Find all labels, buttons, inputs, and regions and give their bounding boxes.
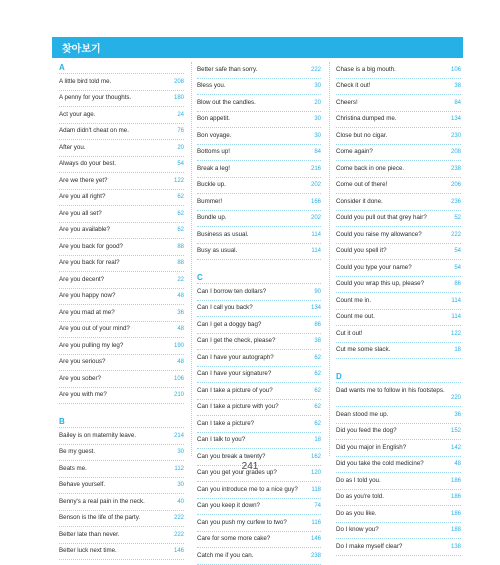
entry-page: 238 (450, 165, 461, 172)
entry-page: 220 (450, 394, 461, 401)
index-entry (336, 277, 461, 294)
entry-page: 206 (450, 182, 461, 189)
entry-page: 146 (310, 536, 321, 543)
entry-text: Come out of there! (336, 181, 388, 189)
index-entry (336, 112, 461, 129)
entry-text: Could you raise my allowance? (336, 230, 422, 238)
entry-text: Can you introduce me to a nice guy? (197, 485, 298, 493)
index-entry (336, 343, 461, 360)
entry-page: 106 (173, 375, 184, 382)
index-entry (197, 161, 321, 178)
index-entry (197, 194, 321, 211)
entry-page: 48 (177, 326, 184, 333)
entry-page: 112 (174, 465, 184, 472)
entry-page: 30 (314, 83, 321, 90)
entry-text: Cut it out! (336, 329, 363, 337)
index-entry (197, 383, 321, 400)
entry-text: Are we there yet? (59, 176, 108, 184)
index-entry (59, 494, 184, 511)
index-entry (197, 95, 321, 112)
section-letter: C (197, 272, 321, 284)
page-number: 241 (241, 461, 259, 472)
entry-page: 214 (173, 432, 184, 439)
entry-text: Are you back for real? (59, 259, 120, 267)
index-entry (59, 206, 184, 223)
index-entry (59, 371, 184, 388)
entry-page: 222 (450, 231, 461, 238)
entry-page: 62 (314, 354, 321, 361)
index-entry (197, 515, 321, 532)
entry-page: 76 (177, 128, 184, 135)
index-entry (197, 301, 321, 318)
index-entry (336, 79, 461, 96)
entry-page: 208 (450, 149, 461, 156)
entry-text: Could you type your name? (336, 263, 412, 271)
entry-page: 62 (314, 404, 321, 411)
entry-page: 38 (314, 338, 321, 345)
entry-page: 62 (314, 387, 321, 394)
entry-page: 84 (314, 149, 321, 156)
entry-text: Beats me. (59, 464, 87, 472)
entry-text: Bon appetit. (197, 115, 231, 123)
entry-text: Are you mad at me? (59, 308, 115, 316)
entry-page: 54 (454, 248, 461, 255)
entry-page: 88 (177, 260, 184, 267)
entry-page: 120 (310, 470, 321, 477)
entry-page: 122 (173, 177, 184, 184)
index-entry (336, 211, 461, 228)
index-entry (197, 433, 321, 450)
entry-text: Behave yourself. (59, 481, 106, 489)
index-entry (197, 145, 321, 162)
index-entry (197, 317, 321, 334)
entry-page: 138 (450, 543, 461, 550)
entry-page: 30 (177, 449, 184, 456)
entry-page: 186 (450, 510, 461, 517)
section-letter: A (59, 62, 184, 74)
index-entry (197, 128, 321, 145)
index-entry (59, 355, 184, 372)
index-entry (59, 544, 184, 561)
entry-text: A little bird told me. (59, 77, 112, 85)
entry-page: 106 (450, 66, 461, 73)
index-entry (59, 140, 184, 157)
entry-page: 216 (310, 165, 321, 172)
entry-text: Bless you. (197, 82, 226, 90)
entry-page: 88 (177, 243, 184, 250)
entry-text: Care for some more cake? (197, 535, 271, 543)
entry-text: Are you pulling my leg? (59, 341, 124, 349)
entry-text: Can you break a twenty? (197, 452, 266, 460)
entry-text: Did you take the cold medicine? (336, 460, 424, 468)
index-entry (336, 244, 461, 261)
entry-page: 24 (177, 111, 184, 118)
index-column-3 (336, 62, 461, 556)
entry-text: Can I take a picture? (197, 419, 255, 427)
entry-page: 30 (314, 132, 321, 139)
entry-page: 122 (450, 330, 461, 337)
entry-page: 190 (173, 342, 184, 349)
entry-text: Can you keep it down? (197, 502, 260, 510)
entry-page: 118 (311, 486, 321, 493)
index-entry (336, 523, 461, 540)
entry-page: 222 (310, 66, 321, 73)
section-gap (197, 260, 321, 272)
entry-text: Adam didn't cheat on me. (59, 127, 129, 135)
index-entry (336, 145, 461, 162)
index-entry (336, 383, 461, 407)
index-entry (59, 388, 184, 405)
entry-text: Business as usual. (197, 230, 249, 238)
entry-page: 86 (454, 281, 461, 288)
entry-text: Do as I told you. (336, 476, 381, 484)
entry-text: Check it out! (336, 82, 371, 90)
entry-text: Count me in. (336, 296, 372, 304)
index-entry (336, 424, 461, 441)
index-entry (59, 428, 184, 445)
entry-text: Do as you're told. (336, 493, 384, 501)
entry-page: 152 (450, 428, 461, 435)
index-entry (59, 223, 184, 240)
entry-page: 166 (310, 198, 321, 205)
index-entry (336, 178, 461, 195)
index-entry (336, 539, 461, 556)
entry-page: 48 (454, 461, 461, 468)
index-entry (336, 62, 461, 79)
entry-text: Are you serious? (59, 358, 106, 366)
entry-page: 134 (450, 116, 461, 123)
index-entry (336, 326, 461, 343)
entry-page: 18 (314, 437, 321, 444)
entry-text: Come back in one piece. (336, 164, 405, 172)
index-entry (59, 445, 184, 462)
entry-page: 188 (450, 527, 461, 534)
index-entry (336, 440, 461, 457)
entry-page: 180 (173, 95, 184, 102)
entry-page: 186 (450, 494, 461, 501)
entry-text: Can I take a picture of you? (197, 386, 273, 394)
index-entry (197, 284, 321, 301)
entry-text: Buckle up. (197, 181, 226, 189)
column-divider (329, 62, 330, 456)
entry-text: Cut me some slack. (336, 346, 391, 354)
column-divider (191, 62, 192, 456)
entry-text: Come again? (336, 148, 373, 156)
entry-text: Busy as usual. (197, 247, 238, 255)
entry-page: 52 (454, 215, 461, 222)
index-entry (197, 244, 321, 261)
entry-text: Can I talk to you? (197, 436, 246, 444)
entry-page: 62 (177, 210, 184, 217)
entry-page: 114 (311, 248, 321, 255)
index-entry (59, 74, 184, 91)
entry-page: 114 (311, 231, 321, 238)
entry-text: Did you feed the dog? (336, 427, 397, 435)
entry-page: 48 (177, 359, 184, 366)
section-gap (336, 359, 461, 371)
index-entry (59, 338, 184, 355)
index-entry (197, 532, 321, 549)
entry-text: Bon voyage. (197, 131, 232, 139)
entry-page: 20 (177, 144, 184, 151)
index-entry (197, 548, 321, 565)
index-column-1 (59, 62, 184, 560)
entry-text: Bottoms up! (197, 148, 231, 156)
entry-text: Do as you like. (336, 509, 377, 517)
index-entry (59, 478, 184, 495)
entry-page: 30 (314, 116, 321, 123)
entry-text: Do I know you? (336, 526, 379, 534)
entry-page: 230 (450, 132, 461, 139)
index-entry (197, 211, 321, 228)
index-entry (336, 506, 461, 523)
entry-text: Are you sober? (59, 374, 101, 382)
entry-text: Blow out the candles. (197, 98, 256, 106)
entry-page: 142 (450, 444, 461, 451)
entry-text: Benson is the life of the party. (59, 514, 141, 522)
entry-page: 114 (451, 314, 461, 321)
index-entry (59, 272, 184, 289)
index-entry (59, 256, 184, 273)
entry-text: Bummer! (197, 197, 223, 205)
entry-page: 18 (454, 347, 461, 354)
index-entry (197, 416, 321, 433)
index-entry (197, 178, 321, 195)
index-entry (336, 128, 461, 145)
entry-page: 202 (310, 182, 321, 189)
entry-text: Break a leg! (197, 164, 231, 172)
entry-text: Bundle up. (197, 214, 227, 222)
entry-text: Consider it done. (336, 197, 383, 205)
entry-text: Are you decent? (59, 275, 105, 283)
entry-text: Better late than never. (59, 530, 120, 538)
entry-text: Act your age. (59, 110, 96, 118)
entry-page: 146 (173, 548, 184, 555)
entry-page: 236 (450, 198, 461, 205)
index-entry (336, 293, 461, 310)
index-entry (59, 527, 184, 544)
index-entry (197, 79, 321, 96)
entry-page: 210 (173, 392, 184, 399)
entry-text: Could you spell it? (336, 247, 387, 255)
entry-page: 202 (310, 215, 321, 222)
index-entry (59, 322, 184, 339)
entry-text: Can you get your grades up? (197, 469, 277, 477)
index-entry (336, 194, 461, 211)
entry-page: 134 (310, 305, 321, 312)
entry-text: Could you pull out that grey hair? (336, 214, 427, 222)
index-header (52, 37, 463, 58)
entry-text: Are you all right? (59, 193, 106, 201)
index-entry (59, 173, 184, 190)
index-entry (336, 473, 461, 490)
index-entry (197, 482, 321, 499)
entry-text: Better safe than sorry. (197, 65, 258, 73)
entry-page: 40 (177, 498, 184, 505)
index-entry (336, 490, 461, 507)
entry-page: 36 (454, 411, 461, 418)
index-entry (59, 107, 184, 124)
entry-page: 62 (177, 194, 184, 201)
entry-text: Always do your best. (59, 160, 117, 168)
index-entry (59, 124, 184, 141)
entry-page: 208 (173, 78, 184, 85)
entry-text: Are you all set? (59, 209, 102, 217)
entry-page: 86 (314, 321, 321, 328)
index-entry (197, 112, 321, 129)
entry-text: Can I have your signature? (197, 370, 272, 378)
index-entry (336, 260, 461, 277)
entry-text: Are you out of your mind? (59, 325, 130, 333)
index-entry (197, 62, 321, 79)
entry-text: After you. (59, 143, 86, 151)
entry-page: 30 (177, 482, 184, 489)
entry-text: Be my guest. (59, 448, 96, 456)
entry-text: Catch me if you can. (197, 551, 254, 559)
index-entry (59, 289, 184, 306)
index-entry (59, 305, 184, 322)
entry-text: Bailey is on maternity leave. (59, 431, 137, 439)
entry-page: 20 (314, 99, 321, 106)
entry-text: Do I make myself clear? (336, 542, 403, 550)
entry-page: 62 (314, 371, 321, 378)
entry-text: Are you available? (59, 226, 110, 234)
index-entry (59, 511, 184, 528)
entry-text: Benny's a real pain in the neck. (59, 497, 145, 505)
entry-text: Are you with me? (59, 391, 107, 399)
entry-text: Can I take a picture with you? (197, 403, 279, 411)
entry-page: 238 (310, 552, 321, 559)
index-entry (336, 161, 461, 178)
index-entry (59, 239, 184, 256)
section-gap (59, 404, 184, 416)
entry-text: Can I get the check, please? (197, 337, 276, 345)
index-entry (197, 227, 321, 244)
index-entry (59, 157, 184, 174)
index-entry (59, 91, 184, 108)
entry-page: 22 (177, 276, 184, 283)
index-entry (197, 400, 321, 417)
entry-text: Did you major in English? (336, 443, 407, 451)
index-entry (197, 350, 321, 367)
entry-text: A penny for your thoughts. (59, 94, 132, 102)
index-title: 찾아보기 (62, 44, 101, 55)
entry-page: 162 (310, 453, 321, 460)
entry-page: 84 (454, 99, 461, 106)
index-entry (197, 334, 321, 351)
section-letter: B (59, 416, 184, 428)
entry-page: 222 (173, 531, 184, 538)
entry-page: 38 (454, 83, 461, 90)
entry-text: Can you push my curfew to two? (197, 518, 287, 526)
entry-page: 54 (177, 161, 184, 168)
entry-page: 48 (177, 293, 184, 300)
entry-page: 222 (173, 515, 184, 522)
entry-page: 62 (177, 227, 184, 234)
entry-text: Close but no cigar. (336, 131, 388, 139)
entry-text: Could you wrap this up, please? (336, 280, 425, 288)
index-entry (336, 407, 461, 424)
entry-text: Can I get a doggy bag? (197, 320, 262, 328)
entry-page: 36 (177, 309, 184, 316)
entry-text: Count me out. (336, 313, 375, 321)
entry-text: Can I call you back? (197, 304, 253, 312)
entry-page: 90 (314, 288, 321, 295)
index-entry (336, 95, 461, 112)
entry-text: Dad wants me to follow in his footsteps. (336, 387, 445, 395)
entry-text: Chase is a big mouth. (336, 65, 396, 73)
entry-page: 74 (314, 503, 321, 510)
entry-text: Are you happy now? (59, 292, 116, 300)
index-entry (336, 310, 461, 327)
entry-text: Are you back for good? (59, 242, 123, 250)
entry-page: 62 (314, 420, 321, 427)
entry-text: Can I borrow ten dollars? (197, 287, 267, 295)
entry-page: 116 (311, 519, 321, 526)
entry-text: Dean stood me up. (336, 410, 389, 418)
entry-text: Better luck next time. (59, 547, 117, 555)
index-entry (197, 367, 321, 384)
entry-page: 114 (451, 297, 461, 304)
section-letter: D (336, 371, 461, 383)
entry-page: 54 (454, 264, 461, 271)
entry-page: 186 (450, 477, 461, 484)
entry-text: Can I have your autograph? (197, 353, 274, 361)
entry-text: Christina dumped me. (336, 115, 397, 123)
index-entry (59, 190, 184, 207)
index-entry (197, 499, 321, 516)
index-entry (336, 227, 461, 244)
entry-text: Cheers! (336, 98, 358, 106)
index-column-2 (197, 62, 321, 565)
